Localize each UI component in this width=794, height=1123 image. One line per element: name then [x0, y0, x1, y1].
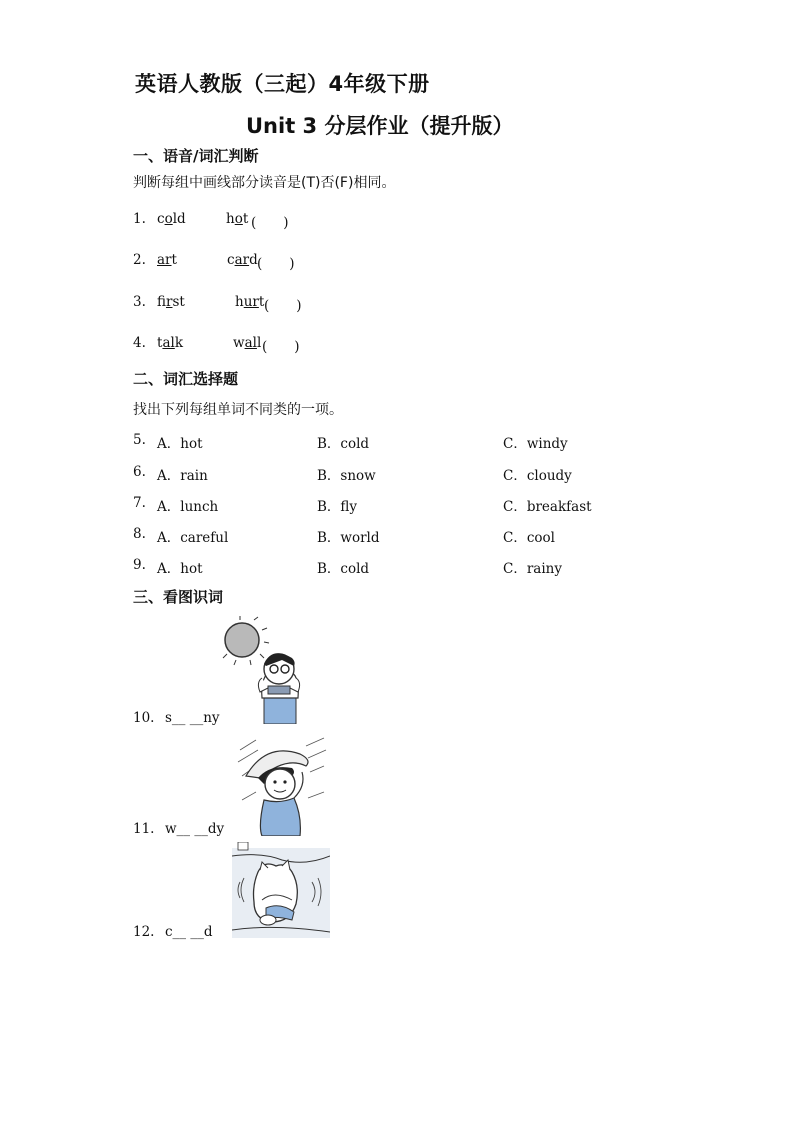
- option-c[interactable]: C．breakfast: [503, 499, 592, 515]
- question-7: [133, 495, 613, 515]
- option-b[interactable]: B．cold: [317, 436, 370, 452]
- option-b[interactable]: B．world: [317, 530, 380, 546]
- question-11: [133, 821, 225, 837]
- page-subtitle: Unit 3 分层作业（提升版）: [246, 114, 514, 138]
- question-number: 10.: [133, 710, 155, 726]
- question-6: [133, 464, 613, 484]
- sunny-boy-icon: [222, 616, 308, 724]
- option-c[interactable]: C．cloudy: [503, 468, 572, 484]
- question-number: 12.: [133, 924, 155, 940]
- word-1: talk: [157, 335, 183, 351]
- section-2-instruction: 找出下列每组单词不同类的一项。: [133, 402, 343, 418]
- question-number: 7.: [133, 495, 146, 511]
- option-a[interactable]: A．hot: [157, 436, 203, 452]
- page-title: 英语人教版（三起）4年级下册: [135, 72, 430, 96]
- word-blank[interactable]: s__ __ny: [165, 710, 220, 726]
- question-number: 2.: [133, 252, 146, 268]
- question-number: 4.: [133, 335, 146, 351]
- cold-person-icon: [232, 842, 330, 938]
- question-10: [133, 710, 220, 726]
- question-8: [133, 526, 613, 546]
- word-1: first: [157, 294, 185, 310]
- option-c[interactable]: C．rainy: [503, 561, 562, 577]
- section-2-heading: 二、词汇选择题: [133, 370, 239, 388]
- question-number: 6.: [133, 464, 146, 480]
- word-2: hurt: [235, 294, 265, 310]
- question-number: 11.: [133, 821, 155, 837]
- answer-blank[interactable]: ( ): [257, 256, 295, 272]
- section-1-instruction: 判断每组中画线部分读音是(T)否(F)相同。: [133, 175, 396, 191]
- option-c[interactable]: C．windy: [503, 436, 568, 452]
- answer-blank[interactable]: ( ): [251, 215, 289, 231]
- word-2: wall: [233, 335, 262, 351]
- word-blank[interactable]: c__ __d: [165, 924, 213, 940]
- option-a[interactable]: A．lunch: [157, 499, 219, 515]
- question-4: [133, 335, 300, 355]
- answer-blank[interactable]: ( ): [264, 298, 302, 314]
- question-1: [133, 211, 289, 231]
- question-number: 5.: [133, 432, 146, 448]
- question-3: [133, 294, 302, 314]
- option-c[interactable]: C．cool: [503, 530, 555, 546]
- option-a[interactable]: A．hot: [157, 561, 203, 577]
- question-number: 3.: [133, 294, 146, 310]
- question-number: 8.: [133, 526, 146, 542]
- word-1: cold: [157, 211, 186, 227]
- word-1: art: [157, 252, 177, 268]
- question-number: 9.: [133, 557, 146, 573]
- word-2: hot: [226, 211, 249, 227]
- question-2: [133, 252, 295, 272]
- option-b[interactable]: B．cold: [317, 561, 370, 577]
- question-5: [133, 432, 613, 452]
- option-a[interactable]: A．careful: [157, 530, 229, 546]
- section-3-heading: 三、看图识词: [133, 588, 224, 606]
- option-a[interactable]: A．rain: [157, 468, 208, 484]
- word-blank[interactable]: w__ __dy: [165, 821, 225, 837]
- word-2: card: [227, 252, 258, 268]
- question-12: [133, 924, 213, 940]
- section-1-heading: 一、语音/词汇判断: [133, 147, 259, 165]
- question-number: 1.: [133, 211, 146, 227]
- option-b[interactable]: B．snow: [317, 468, 376, 484]
- windy-girl-icon: [236, 736, 328, 836]
- answer-blank[interactable]: ( ): [262, 339, 300, 355]
- option-b[interactable]: B．fly: [317, 499, 358, 515]
- question-9: [133, 557, 613, 577]
